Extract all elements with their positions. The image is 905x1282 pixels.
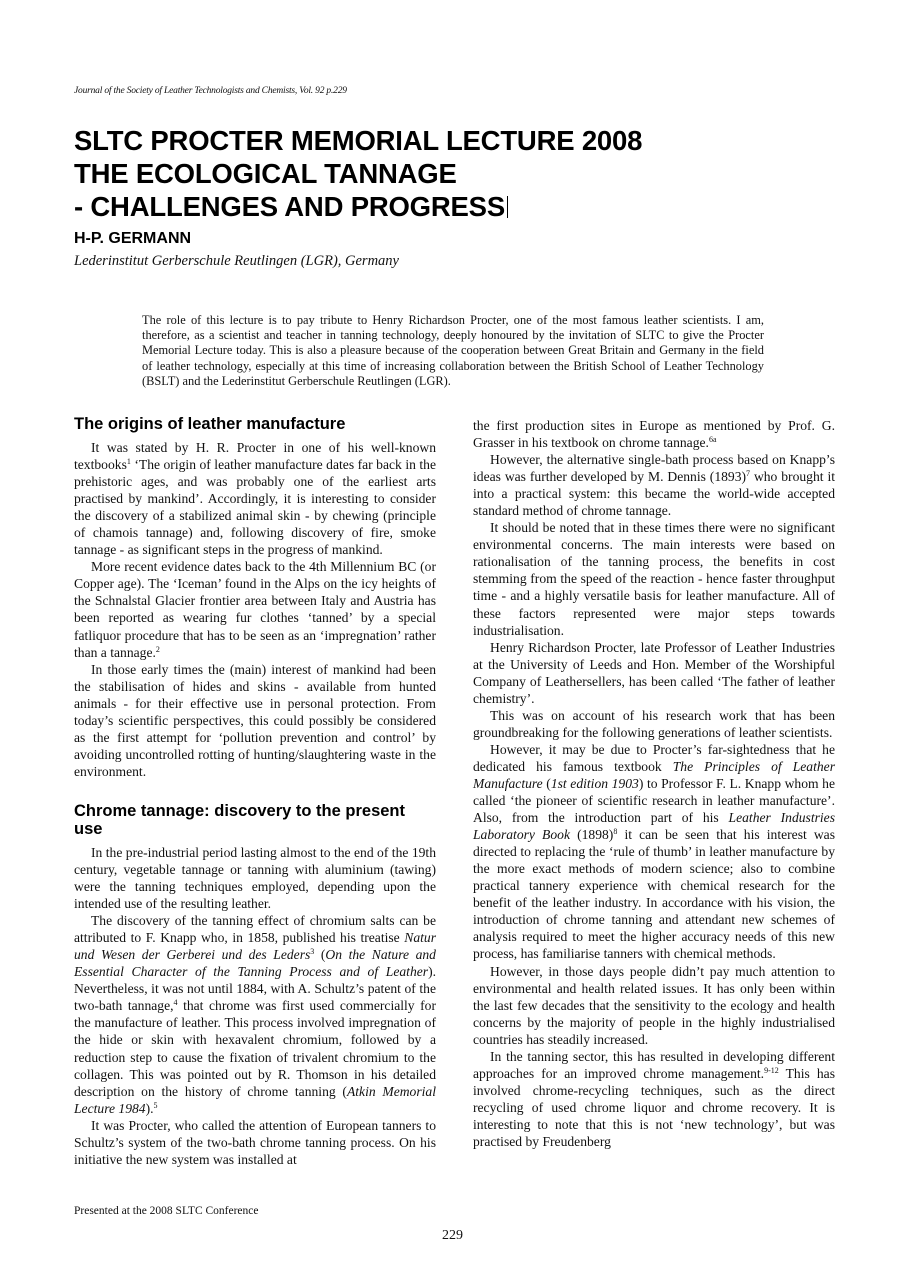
presented-note: Presented at the 2008 SLTC Conference bbox=[74, 1205, 259, 1217]
italic-title: Leather Industries Laboratory Book bbox=[473, 810, 836, 843]
text: ‘The origin of leather manufacture dates far back in the prehistoric ages, and was probably one of the earliest arts practised by mankind’. Accordingly, it is interesting to consider the discovery of a stabilized animal skin - by chewing (principle of chamois tannage) and, following discovery of fire, smoke tannage - as significant steps in the progress of mankind. bbox=[74, 457, 436, 558]
abstract: The role of this lecture is to pay tribute to Henry Richardson Procter, one of the most famous leather scientists. I am, therefore, as a scientist and teacher in tanning technology, deeply honoured by the invitation of SLTC to give the Procter Memorial Lecture today. This is also a pleasure because of the cooperation between Great Britain and Germany in the field of leather technology, especially at this time of increasing collaboration between the British School of Leather Technology (BSLT) and the Lederinstitut Gerberschule Reutlingen (LGR). bbox=[142, 313, 764, 388]
journal-header: Journal of the Society of Leather Technologists and Chemists, Vol. 92 p.229 bbox=[74, 86, 347, 96]
author-name: H-P. GERMANN bbox=[74, 230, 192, 247]
text: However, it may be due to Procter’s far-sightedness that he dedicated his famous textbook bbox=[473, 741, 835, 774]
title-line-3-text: - CHALLENGES AND PROGRESS bbox=[74, 191, 505, 222]
paragraph bbox=[74, 558, 436, 660]
paragraph: This was on account of his research work that has been groundbreaking for the following generations of leather scientists. bbox=[473, 707, 835, 740]
footnote-ref: 8 bbox=[613, 827, 618, 837]
text: ( bbox=[542, 775, 551, 791]
text: This has involved chrome-recycling techniques, such as the direct recycling of used chrome liquor and chrome recovery. It is interesting to note that this is not ‘new technology’, but was practised by Freudenberg bbox=[473, 1065, 835, 1149]
text: ) to Professor F. L. Knapp whom he called ‘the pioneer of scientific research in leather manufacture’. Also, from the introduction part of his bbox=[473, 775, 835, 826]
paragraph: However, in those days people didn’t pay much attention to environmental and health related issues. It has only been within the last few decades that the sensitivity to the ecology and health concerns by the majority of people in the highly industrialised countries has steadily increased. bbox=[473, 963, 835, 1047]
italic-title: Atkin Memorial Lecture 1984 bbox=[74, 1083, 436, 1116]
text: ). bbox=[145, 1100, 154, 1116]
italic-title: On the Nature and Essential Character of the Tanning Process and of Leather bbox=[74, 947, 436, 980]
footnote-ref: 4 bbox=[173, 998, 178, 1008]
paragraph bbox=[473, 1048, 835, 1150]
text: However, the alternative single-bath process based on Knapp’s ideas was further developed by M. Dennis (1893) bbox=[473, 452, 835, 485]
paragraph bbox=[473, 451, 835, 519]
article-title bbox=[74, 124, 642, 223]
author-affiliation: Lederinstitut Gerberschule Reutlingen (LGR), Germany bbox=[74, 253, 399, 269]
footnote-ref: 2 bbox=[155, 644, 160, 654]
text: that chrome was first used commercially for the manufacture of leather. This process involved impregnation of the hide or skin with hexavalent chromium, followed by a reduction step to cause the fixation of trivalent chromium to the collagen. This was pointed out by R. Thomson in his detailed description on the history of chrome tanning ( bbox=[74, 998, 436, 1099]
italic-title: Natur und Wesen der Gerberei und des Leders bbox=[74, 930, 436, 963]
text: ( bbox=[314, 947, 326, 963]
left-column bbox=[74, 415, 436, 1168]
paragraph: In those early times the (main) interest of mankind had been the stabilisation of hides and skins - available from hunted animals - for their effective use in personal protection. From today’s scientific perspectives, this could possibly be considered as the first attempt for ‘pollution prevention and control’ by avoiding uncontrolled rotting of hunting/slaughtering waste in the environment. bbox=[74, 661, 436, 779]
title-line-1: SLTC PROCTER MEMORIAL LECTURE 2008 bbox=[74, 125, 643, 156]
text: the first production sites in Europe as mentioned by Prof. G. Grasser in his textbook on chrome tannage. bbox=[473, 418, 835, 451]
text: The discovery of the tanning effect of chromium salts can be attributed to F. Knapp who, in 1858, published his treatise bbox=[74, 913, 436, 946]
paragraph: It should be noted that in these times there were no significant environmental concerns. The main interests were based on rationalisation of the tanning process, the benefits in cost stemming from the speed of the reaction - hence faster throughput time - and a highly versatile basis for leather manufacture. All of these factors represented were major steps towards industrialisation. bbox=[473, 520, 835, 638]
page-number: 229 bbox=[442, 1228, 463, 1243]
text: In the tanning sector, this has resulted in developing different approaches for an improved chrome management. bbox=[473, 1048, 835, 1081]
footnote-ref: 9-12 bbox=[764, 1065, 779, 1075]
right-column bbox=[473, 417, 835, 1150]
italic-title: The Principles of Leather Manufacture bbox=[473, 758, 835, 791]
text-cursor bbox=[507, 196, 508, 218]
italic-title: 1st edition 1903 bbox=[550, 775, 639, 791]
paragraph: In the pre-industrial period lasting almost to the end of the 19th century, vegetable tannage or tanning with aluminium (tawing) were the tanning techniques employed, depending upon the intended use of the resulting leather. bbox=[74, 844, 436, 912]
text: (1898) bbox=[569, 827, 614, 843]
paragraph bbox=[473, 417, 835, 451]
paragraph bbox=[74, 912, 436, 1117]
paragraph bbox=[473, 741, 835, 963]
text: it can be seen that his interest was directed to replacing the ‘rule of thumb’ in leather manufacture by the more exact methods of modern science; also to combine practical tannery experience with chemical research for the benefit of the leather industry. In accordance with his vision, the introduction of chrome tanning and attendant new schemes of analysis required to meet the higher accuracy needs of this new process, has familiarise tanners with chemical methods. bbox=[473, 827, 836, 962]
paragraph bbox=[74, 439, 436, 558]
paragraph: It was Procter, who called the attention of European tanners to Schultz’s system of the two-bath chrome tanning process. On his initiative the new system was installed at bbox=[74, 1117, 436, 1167]
title-line-3 bbox=[74, 190, 642, 223]
section-heading-origins: The origins of leather manufacture bbox=[74, 415, 346, 433]
text: It was stated by H. R. Procter in one of his well-known textbooks bbox=[74, 440, 436, 473]
text: who brought it into a practical system: this became the world-wide accepted standard method of chrome tannage. bbox=[473, 469, 835, 519]
footnote-ref: 3 bbox=[310, 947, 315, 957]
text: ). Nevertheless, it was not until 1884, with A. Schultz’s patent of the two-bath tannage, bbox=[74, 964, 436, 1014]
footnote-ref: 5 bbox=[153, 1100, 158, 1110]
section-heading-chrome: Chrome tannage: discovery to the present use bbox=[74, 801, 405, 838]
footnote-ref: 7 bbox=[746, 469, 751, 479]
title-line-2: THE ECOLOGICAL TANNAGE bbox=[74, 158, 457, 189]
text: More recent evidence dates back to the 4th Millennium BC (or Copper age). The ‘Iceman’ found in the Alps on the icy heights of the Schnalstal Glacier frontier area between Italy and Austria has been reported as wearing fur clothes ‘tanned’ by a special fatliquor procedure that has to be seen as an ‘impregnation’ rather than a tannage. bbox=[74, 559, 436, 660]
paragraph: Henry Richardson Procter, late Professor of Leather Industries at the University of Leeds and Hon. Member of the Worshipful Company of Leathersellers, has been called ‘The father of leather chemistry’. bbox=[473, 639, 835, 706]
footnote-ref: 6a bbox=[708, 435, 717, 445]
footnote-ref: 1 bbox=[126, 457, 131, 467]
